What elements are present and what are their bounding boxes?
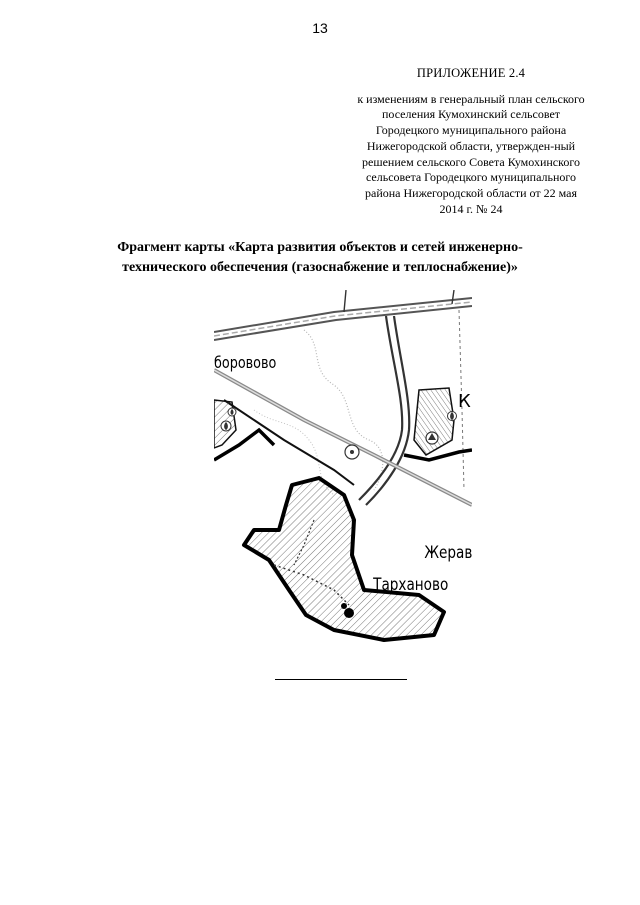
road-top-branch bbox=[452, 290, 454, 304]
annex-title: ПРИЛОЖЕНИЕ 2.4 bbox=[416, 66, 526, 80]
annex-line: решением сельского Совета Кумохинского bbox=[362, 154, 580, 169]
fragment-title-line: Фрагмент карты «Карта развития объектов и сетей инженерно- bbox=[117, 240, 523, 255]
annex-line: района Нижегородской области от 22 мая bbox=[365, 185, 577, 200]
label-village-right: К bbox=[458, 391, 471, 412]
label-village-left: боровово bbox=[214, 354, 277, 373]
label-village-zherav: Жерав bbox=[424, 542, 472, 563]
boiler-icon bbox=[448, 412, 457, 421]
boiler-icon bbox=[221, 421, 231, 431]
terrain-contour bbox=[304, 330, 383, 490]
gas-facility-icon bbox=[426, 432, 438, 444]
annex-line: к изменениям в генеральный план сельского bbox=[357, 91, 585, 106]
facility-marker bbox=[341, 603, 347, 609]
annex-block bbox=[340, 66, 602, 217]
highway-top bbox=[214, 298, 472, 340]
road-top-branch bbox=[344, 290, 346, 312]
road-vertical bbox=[359, 316, 409, 505]
map-svg bbox=[214, 290, 472, 650]
gas-facility-icon bbox=[345, 445, 359, 459]
settlement-boundary bbox=[404, 450, 472, 460]
facility-marker bbox=[344, 608, 354, 618]
fragment-title bbox=[60, 238, 580, 278]
label-village-tarkhanovo: Тарханово bbox=[373, 574, 449, 595]
map-fragment bbox=[214, 290, 472, 650]
page-number: 13 bbox=[312, 20, 328, 36]
village-right-area bbox=[414, 388, 454, 455]
annex-line: Городецкого муниципального района bbox=[375, 123, 567, 138]
annex-line: 2014 г. № 24 bbox=[439, 201, 503, 216]
fragment-title-line: технического обеспечения (газоснабжение и теплоснабжение)» bbox=[122, 260, 518, 275]
annex-line: поселения Кумохинский сельсовет bbox=[381, 107, 561, 122]
boiler-icon bbox=[228, 408, 236, 416]
footer-rule bbox=[275, 679, 407, 680]
annex-line: сельсовета Городецкого муниципального bbox=[365, 170, 577, 185]
annex-line: Нижегородской области, утвержден-ный bbox=[366, 138, 576, 153]
village-tarkhanovo-area bbox=[244, 478, 444, 640]
